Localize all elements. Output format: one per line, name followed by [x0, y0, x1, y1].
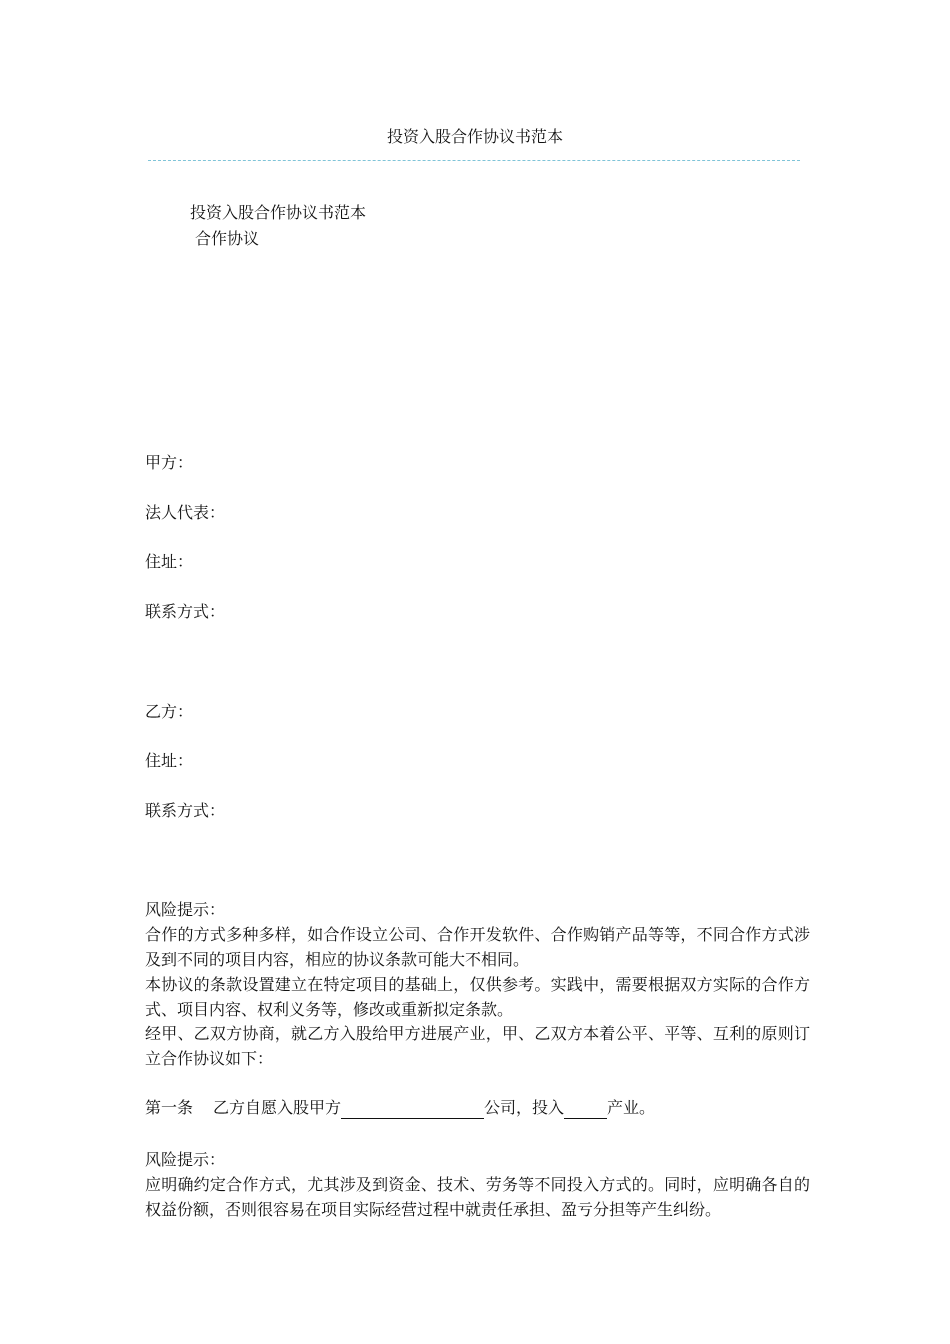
risk-text-2: 本协议的条款设置建立在特定项目的基础上，仅供参考。实践中，需要根据双方实际的合作方式、项目内容、权利义务等，修改或重新拟定条款。	[145, 975, 810, 1019]
party-a-legal-rep: 法人代表：	[145, 503, 226, 522]
article-1-text-b: 公司，投入	[484, 1098, 565, 1117]
article-1-text-a: 乙方自愿入股甲方	[213, 1098, 342, 1117]
agreement-preamble: 经甲、乙双方协商，就乙方入股给甲方进展产业，甲、乙双方本着公平、平等、互利的原则订立合作协议如下：	[145, 1024, 810, 1068]
industry-blank[interactable]	[564, 1100, 607, 1119]
header-divider	[148, 160, 800, 161]
party-a-address: 住址：	[145, 552, 194, 571]
party-a-contact: 联系方式：	[145, 602, 226, 621]
risk-text-1: 合作的方式多种多样，如合作设立公司、合作开发软件、合作购销产品等等，不同合作方式涉及到不同的项目内容，相应的协议条款可能大不相同。	[145, 925, 810, 969]
risk-heading-2: 风险提示：	[145, 1150, 226, 1169]
header-title: 投资入股合作协议书范本	[386, 127, 563, 146]
party-a-label: 甲方：	[145, 453, 194, 472]
article-1-text-c: 产业。	[607, 1098, 656, 1117]
article-1-number: 第一条	[145, 1098, 194, 1117]
risk-text-3: 应明确约定合作方式，尤其涉及到资金、技术、劳务等不同投入方式的。同时，应明确各自的权益份额，否则很容易在项目实际经营过程中就责任承担、盈亏分担等产生纠纷。	[145, 1175, 810, 1219]
party-b-label: 乙方：	[145, 702, 194, 721]
intro-subtitle: 合作协议	[195, 229, 260, 248]
company-name-blank[interactable]	[341, 1100, 484, 1119]
party-b-contact: 联系方式：	[145, 801, 226, 820]
party-b-address: 住址：	[145, 751, 194, 770]
intro-title: 投资入股合作协议书范本	[190, 203, 367, 222]
risk-heading-1: 风险提示：	[145, 900, 226, 919]
article-1	[145, 1097, 655, 1119]
